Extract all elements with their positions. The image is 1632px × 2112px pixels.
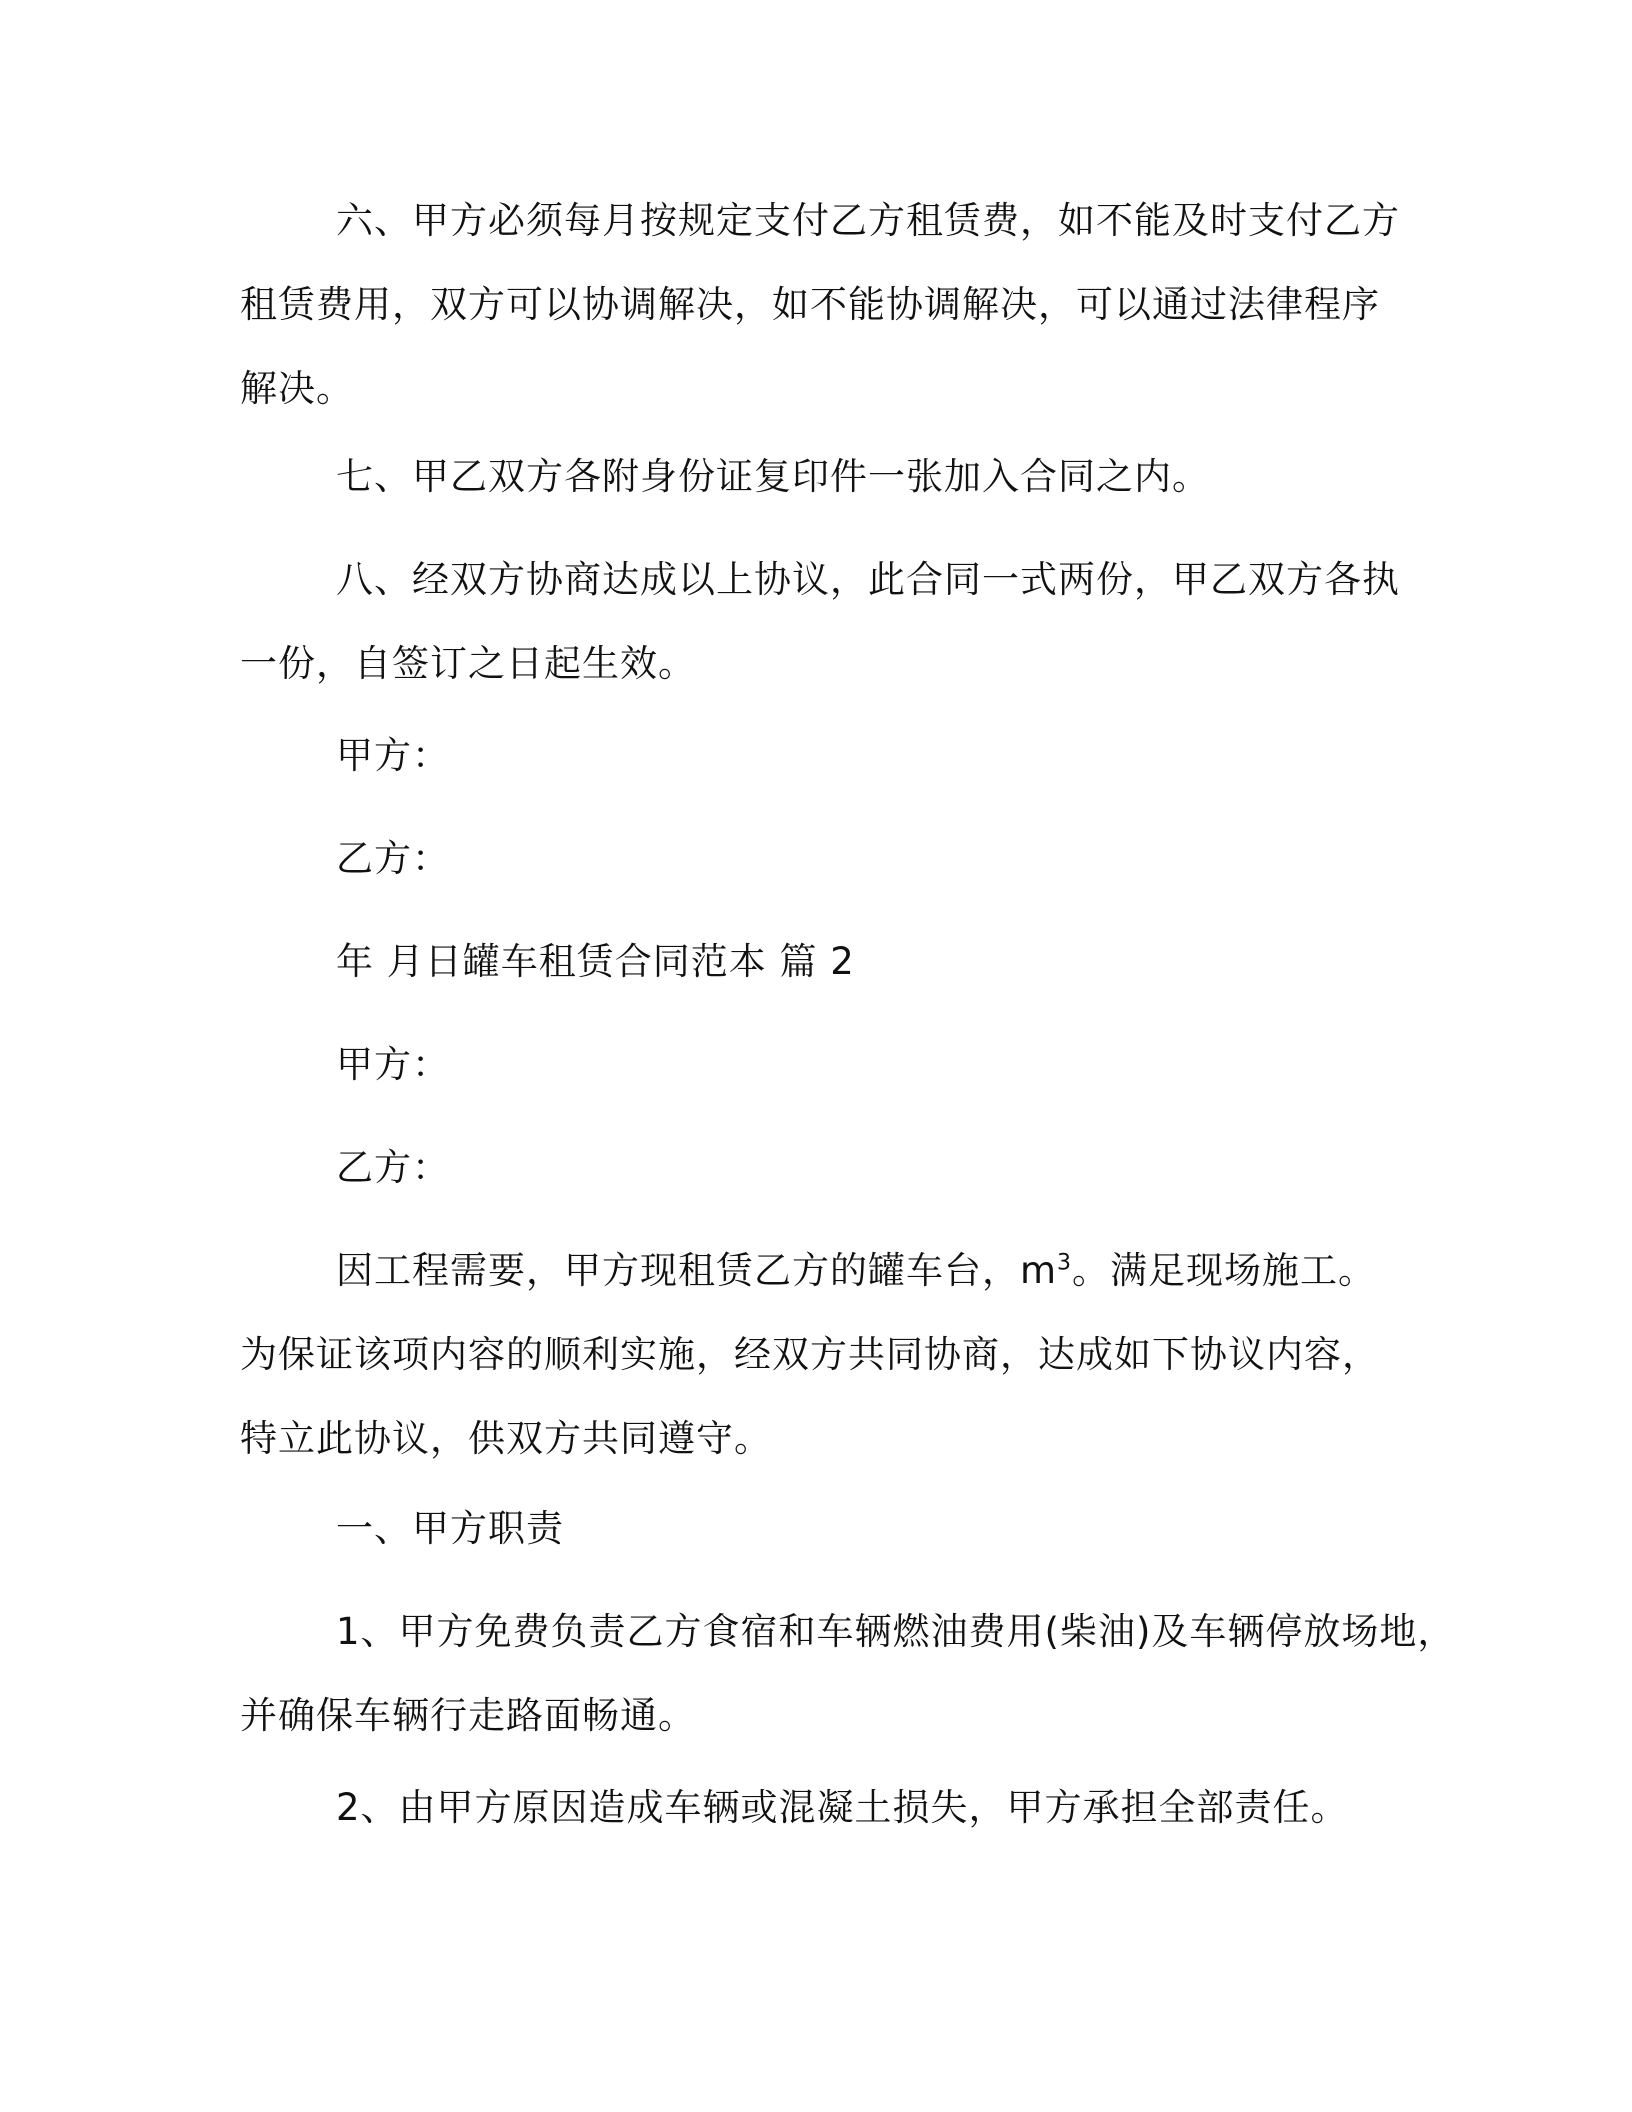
- text-line: 1、甲方免费负责乙方食宿和车辆燃油费用(柴油)及车辆停放场地，: [336, 1610, 1456, 1653]
- text-line: 一份，自签订之日起生效。: [240, 642, 696, 685]
- text-line: 并确保车辆行走路面畅通。: [240, 1694, 696, 1737]
- clause-7-paragraph: [240, 435, 1420, 519]
- text-line: 租赁费用，双方可以协调解决，如不能协调解决，可以通过法律程序: [240, 283, 1380, 326]
- text-segment: 因工程需要，甲方现租赁乙方的罐车台，: [336, 1249, 1020, 1292]
- party-b-label: [240, 817, 1420, 901]
- clause-8-paragraph: [240, 538, 1420, 706]
- text-line: 为保证该项内容的顺利实施，经双方共同协商，达成如下协议内容，: [240, 1333, 1380, 1376]
- text-segment: 。满足现场施工。: [1072, 1249, 1377, 1292]
- unit-superscript: 3: [1057, 1250, 1073, 1276]
- text-line: 乙方：: [336, 1146, 450, 1189]
- text-line: 2、由甲方原因造成车辆或混凝土损失，甲方承担全部责任。: [336, 1786, 1349, 1829]
- party-b-label: [240, 1126, 1420, 1210]
- section-title: [240, 920, 1420, 1004]
- text-line: [240, 1229, 1420, 1313]
- section-heading: [240, 1487, 1420, 1571]
- text-line: 六、甲方必须每月按规定支付乙方租赁费，如不能及时支付乙方: [336, 199, 1400, 242]
- text-line: 特立此协议，供双方共同遵守。: [240, 1417, 772, 1460]
- text-line: 年 月日罐车租赁合同范本 篇 2: [336, 940, 855, 983]
- text-line: 甲方：: [336, 734, 450, 777]
- party-a-label: [240, 714, 1420, 798]
- intro-paragraph: [240, 1229, 1420, 1481]
- text-line: 一、甲方职责: [336, 1507, 564, 1550]
- party-a-label: [240, 1023, 1420, 1107]
- text-line: 甲方：: [336, 1043, 450, 1086]
- text-line: 八、经双方协商达成以上协议，此合同一式两份，甲乙双方各执: [336, 558, 1400, 601]
- text-line: 乙方：: [336, 837, 450, 880]
- item-2-paragraph: [240, 1766, 1420, 1850]
- text-line: 七、甲乙双方各附身份证复印件一张加入合同之内。: [336, 455, 1210, 498]
- item-1-paragraph: [240, 1590, 1456, 1758]
- clause-6-paragraph: [240, 179, 1420, 431]
- unit-base: m: [1020, 1249, 1058, 1292]
- text-line: 解决。: [240, 367, 354, 410]
